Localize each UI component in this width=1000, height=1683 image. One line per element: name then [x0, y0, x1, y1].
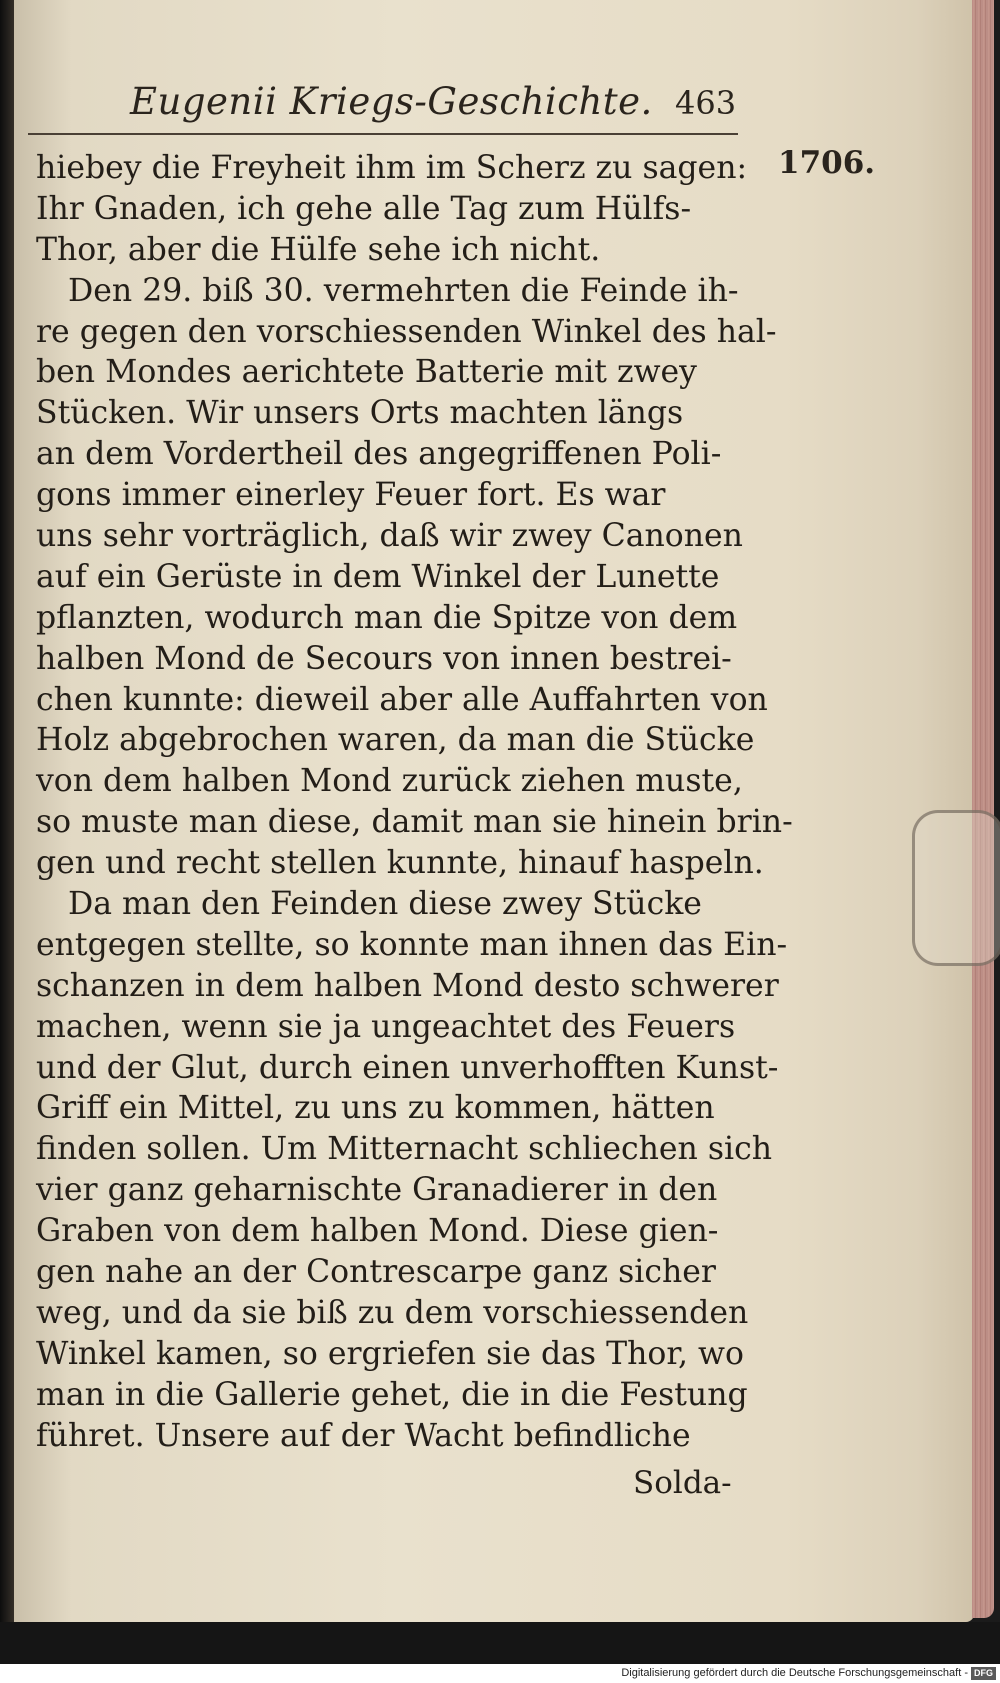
funding-credit-text: Digitalisierung gefördert durch die Deutsche Forschungsgemeinschaft -	[621, 1667, 968, 1679]
text-line: Ihr Gnaden, ich gehe alle Tag zum Hülfs-	[36, 190, 692, 227]
text-line: von dem halben Mond zurück ziehen muste,	[36, 763, 743, 800]
text-line: re gegen den vorschiessenden Winkel des hal-	[36, 313, 777, 350]
text-line: schanzen in dem halben Mond desto schwerer	[36, 967, 779, 1004]
paragraph-start-line: Den 29. biß 30. vermehrten die Feinde ih-	[68, 272, 739, 309]
text-line: Griff ein Mittel, zu uns zu kommen, hätten	[36, 1090, 715, 1127]
text-line: man in die Gallerie gehet, die in die Festung	[36, 1376, 748, 1413]
text-line: führet. Unsere auf der Wacht befindliche	[36, 1417, 691, 1454]
scan-bottom-border	[0, 1622, 1000, 1664]
running-title: Eugenii Kriegs-Geschichte.	[130, 80, 653, 123]
header-rule	[28, 133, 738, 135]
text-line: ben Mondes aerichtete Batterie mit zwey	[36, 354, 697, 391]
text-line: weg, und da sie biß zu dem vorschiessenden	[36, 1294, 749, 1331]
text-line: chen kunnte: dieweil aber alle Auffahrten von	[36, 681, 768, 718]
text-line: auf ein Gerüste in dem Winkel der Lunette	[36, 558, 720, 595]
text-line: gen und recht stellen kunnte, hinauf haspeln.	[36, 845, 764, 882]
text-line: pflanzten, wodurch man die Spitze von dem	[36, 599, 738, 636]
page-clip	[912, 810, 1000, 966]
text-line: und der Glut, durch einen unverhofften Kunst-	[36, 1049, 779, 1086]
funding-credit	[600, 1664, 1000, 1683]
text-line: Graben von dem halben Mond. Diese gien-	[36, 1213, 719, 1250]
running-head	[130, 80, 750, 130]
text-line: hiebey die Freyheit ihm im Scherz zu sagen:	[36, 150, 748, 186]
text-line: uns sehr vorträglich, daß wir zwey Canonen	[36, 518, 743, 555]
text-line: halben Mond de Secours von innen bestrei-	[36, 640, 732, 677]
page-number: 463	[675, 84, 737, 122]
text-line: Winkel kamen, so ergriefen sie das Thor, wo	[36, 1335, 744, 1372]
dfg-logo: DFG	[971, 1667, 996, 1680]
catchword: Solda-	[633, 1465, 732, 1501]
margin-year-note: 1706.	[778, 145, 876, 181]
text-line: so muste man diese, damit man sie hinein brin-	[36, 804, 793, 841]
text-line: gons immer einerley Feuer fort. Es war	[36, 477, 666, 514]
text-line: finden sollen. Um Mitternacht schliechen sich	[36, 1131, 773, 1168]
text-line: Thor, aber die Hülfe sehe ich nicht.	[36, 231, 601, 268]
text-line: Stücken. Wir unsers Orts machten längs	[36, 395, 684, 432]
text-line: Holz abgebrochen waren, da man die Stücke	[36, 722, 755, 759]
text-line: entgegen stellte, so konnte man ihnen das Ein-	[36, 926, 788, 963]
text-line: vier ganz geharnischte Granadierer in den	[36, 1172, 718, 1209]
body-text	[36, 148, 793, 1457]
text-line: an dem Vordertheil des angegriffenen Poli-	[36, 436, 722, 473]
text-line: gen nahe an der Contrescarpe ganz sicher	[36, 1254, 716, 1291]
text-line: machen, wenn sie ja ungeachtet des Feuers	[36, 1008, 736, 1045]
paragraph-start-line: Da man den Feinden diese zwey Stücke	[68, 886, 702, 923]
page-fore-edge	[972, 0, 994, 1618]
